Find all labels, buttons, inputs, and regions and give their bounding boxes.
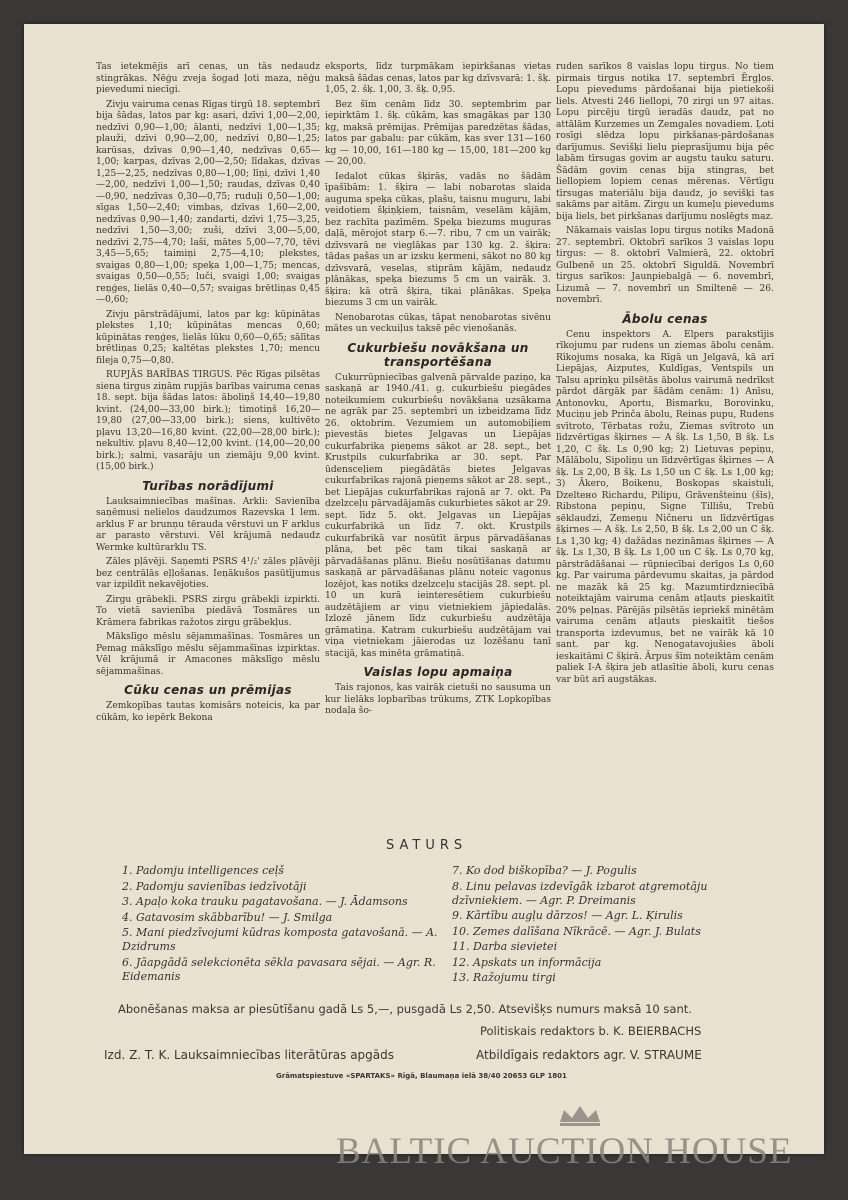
contents-item: 8. Linu pelavas izdevīgāk izbarot atgremotāju dzīvniekiem. — Agr. P. Dreimanis bbox=[452, 879, 708, 907]
section-heading: Turības norādījumi bbox=[142, 478, 274, 493]
paragraph: Nākamais vaislas lopu tirgus notiks Madonā 27. septembrī. Oktobrī sarīkos 3 vaislas lopu tirgus: — 8. oktobrī Valmierā, 22. oktobrī Gulbenē un 25. oktobrī Siguldā. Novembrī tirgus sarīkos: Jaunpiebalgā — 6. novembrī, Lizumā — 7. novembrī un Smiltenē — 26. novembrī. bbox=[556, 226, 774, 305]
publisher: Izd. Z. T. K. Lauksaimniecības literātūras apgāds bbox=[104, 1048, 394, 1062]
contents-item: 10. Zemes dalīšana Nīkrācē. — Agr. J. Bulats bbox=[452, 924, 701, 938]
paragraph: Tas ietekmējis arī cenas, un tās nedaudz stingrākas. Nēģu zveja šogad ļoti maza, nēģu pievedumi niecīgi. bbox=[96, 62, 320, 95]
contents-item: 7. Ko dod biškopība? — J. Pogulis bbox=[452, 864, 637, 877]
contents-list-left bbox=[122, 864, 442, 985]
paragraph: Zivju pārstrādājumi, latos par kg: kūpinātas plekstes 1,10; kūpinātas mencas 0,60; kūpinātas reņģes, lielās lūku 0,60—0,65; sālītas brētliņas 0,25; kaltētas plekstes 1,70; mencu fileja 0,75—0,80. bbox=[96, 309, 320, 366]
paragraph: Lauksaimniecības mašīnas. Arkli: Savienība saņēmusi nelielos daudzumos Razevska 1 lem. arklus F ar brunņu tērauda vērstuvi un F arklus ar parasto vērstuvi. Vēl krājumā nedaudz Wermke kultūrarklu TS. bbox=[96, 496, 320, 553]
paragraph: ruden sarīkos 8 vaislas lopu tirgus. No tiem pirmais tirgus notika 17. septembrī Ērgļos. Lopu pievedums pārdošanai bija pietiekoši liels. Atvesti 246 liellopi, 70 zirgi un 97 aitas. Lopu pircēju tirgū ieradās daudz, pat no attālām Kurzemes un Zemgales novadiem. Ļoti rosīgi slēdza lopu pirkšanas-pārdošanas darījumus. Sevišķi lielu pieprasījumu bija pēc labām tīrsugas govim ar augstu tauku saturu. Šādām govim cenas bija stingras, bet liellopiem lopiem cenas mērenas. Vērtīgu tīrsugas materiālu bija daudz, jo sevišķi tas sakāms par aitām. Zirgu un kumeļu pievedums bija liels, bet pirkšanas darījumu noslēgts maz. bbox=[556, 62, 774, 222]
contents-item: 9. Kārtību augļu dārzos! — Agr. L. Ķirulis bbox=[452, 909, 683, 922]
contents-item: 5. Mani piedzīvojumi kūdras komposta gatavošanā. — A. Dzidrums bbox=[122, 926, 438, 953]
paragraph: Nenobarotas cūkas, tāpat nenobarotas sivēnu mātes un veckuiļus taksē pēc vienošanās. bbox=[325, 312, 551, 334]
watermark-text: BALTIC AUCTION HOUSE bbox=[336, 1131, 793, 1172]
section-heading: Vaislas lopu apmaiņa bbox=[363, 665, 513, 679]
contents-item: 1. Padomju intelligences ceļš bbox=[122, 864, 284, 877]
political-editor: Politiskais redaktors b. K. BEIERBACHS bbox=[480, 1024, 702, 1038]
paragraph: Zivju vairuma cenas Rīgas tirgū 18. septembrī bija šādas, latos par kg: asari, dzīvi 1,00—2,00, nedzīvi 0,90—1,00; ālanti, nedzīvi 1,00—1,35; plauži, dzīvi 0,90—2,00, nedzīvi 0,80—1,25; karūsas, dzīvas 0,90—1,40, nedzīvas 0,65—1,00; karpas, dzīvas 2,00—2,50; līdakas, dzīvas 1,25—2,25, nedzīvas 0,80—1,00; līņi, dzīvi 1,40—2,00, nedzīvi 1,00—1,50; raudas, dzīvas 0,40—0,90, nedzīvas 0,30—0,75; ruduļi 0,50—1,00; sīgas 1,50—2,40; vimbas, dzīvas 1,60—2,00, nedzīvas 0,90—1,40; zandarti, dzīvi 1,75—3,25, nedzīvi 1,50—3,00; zuši, dzīvi 3,00—5,00, nedzīvi 2,75—4,70; laši, mātes 5,00—7,70, tēvi 3,45—5,65; taimiņi 2,75—4,10; plekstes, svaigas 0,80—1,00; speķa 1,00—1,75; mencas, svaigas 0,50—0,55; luči, svaigi 1,00; svaigas reņģes, lielās 0,40—0,57; svaigas brētliņas 0,45—0,60; bbox=[96, 99, 320, 305]
contents-item: 6. Jāapgādā selekcionēta sēkla pavasara sējai. — Agr. R. Eidemanis bbox=[122, 955, 436, 983]
paragraph: Tais rajonos, kas vairāk cietuši no sausuma un kur lielāks lopbarības trūkums, ZTK Lopkopības nodaļa šo- bbox=[325, 683, 551, 716]
paragraph: Zirgu grābekļi. PSRS zirgu grābekļi izpirkti. To vietā savienība piedāvā Tosmāres un Krāmera fabrikas ražotos zirgu grābekļus. bbox=[96, 594, 320, 628]
paragraph: Mākslīgo mēslu sējammašīnas. Tosmāres un Pemag mākslīgo mēslu sējammašīnas izpirktas. Vēl krājumā ir Amacones mākslīgo mēslu sējammašīnas. bbox=[96, 632, 320, 677]
column-right bbox=[556, 62, 774, 689]
section-heading: Cukurbiešu novākšana un transportēšana bbox=[347, 340, 529, 369]
paragraph: Iedalot cūkas šķirās, vadās no šādām īpašībām: 1. šķira — labi nobarotas slaida auguma speķa cūkas, plašu, taisnu muguru, labi veidotiem šķiņķiem, taisnām, veselām kājām, bez rachīta pazīmēm. Speķa biezums muguras daļā, mērojot starp 6.—7. ribu, 7 cm un vairāk; dzīvsvarā ne vieglākas par 130 kg. 2. šķira: tādas pašas un ar izsku ķermeni, sākot no 80 kg dzīvsvarā, veselas, stiprām kājām, nedaudz plānākas, speķa biezums 5 cm un vairāk. 3. šķira: kā otrā šķira, tikai plānākas. Speķa biezums 3 cm un vairāk. bbox=[325, 171, 551, 308]
paragraph: Cenu inspektors A. Elpers parakstījis rīkojumu par rudens un ziemas ābolu cenām. Rīkojums nosaka, ka Rīgā un Jelgavā, kā arī Liepājas, Aizputes, Kuldīgas, Ventspils un Talsu apriņķu pilsētās ābolus vairumā nedrīkst pārdot dārgāk par šādām cenām: 1) Anīsu, Antonovku, Aportu, Bismarku, Borovinku, Muciņu jeb Prinča ābolu, Reinas pupu, Rudens svītroto, Tērbatas rožu, Ziemas svītroto un līdzvērtīgas šķirnes — A šķ. Ls 1,50, B šķ. Ls 1,20, C šķ. Ls 0,90 kg; 2) Lietuvas pepiņu, Mālābolu, Sipoliņu un līdzvērtīgas šķirnes — A šķ. Ls 2,00, B šķ. Ls 1,50 un C šķ. Ls 1,00 kg; 3) Ākero, Boikenu, Boskopas skaistuli, Dzeltено Richardu, Pilipu, Grāvenšteinu (šīs), Ribstona pepiņu, Signe Tillišu, Trebū sēklaudzi, Zemeņu Ničneru un līdzvērtīgas šķirnes — A šķ. Ls 2,50, B šķ. Ls 2,00 un C šķ. Ls 1,30 kg; 4) dažādas nezināmas šķirnes — A šķ. Ls 1,30, B šķ. Ls 1,00 un C šķ. Ls 0,70 kg, pārstrādāšanai — rūpniecībai derīgos Ls 0,60 kg. Par vairuma pārdevumu skaitas, ja pārdod ne mazāk kā 25 kg. Mazumtirdzniecībā noteiktajām vairuma cenām atļauts pieskaitīt 20% peļņas. Pārējās pilsētās iepriekš minētām vairuma cenām atļauts pieskaitīt tiešos transporta izdevumus, bet ne vairāk kā 10 sant. par kg. Nenogatavojušies āboli ieskaitāmi C šķirā. Ārpus šīm noteiktām cenām paliek I-A šķira jeb atlasītie āboli, kuru cenas var būt arī augstākas. bbox=[556, 329, 774, 685]
paragraph: Bez šīm cenām līdz 30. septembrim par iepirktām 1. šķ. cūkām, kas smagākas par 130 kg, maksā prēmijas. Prēmijas paredzētas šādas, latos par gabalu: par cūkām, kas sver 131—160 kg — 10,00, 161—180 kg — 15,00, 181—200 kg — 20,00. bbox=[325, 99, 551, 167]
contents-item: 12. Apskats un informācija bbox=[452, 955, 602, 969]
contents-item: 2. Padomju savienības iedzīvotāji bbox=[122, 879, 307, 893]
crown-logo-icon bbox=[556, 1104, 604, 1128]
contents-item: 4. Gatavosim skābbarību! — J. Smilga bbox=[122, 910, 333, 924]
contents-item: 11. Darba sievietei bbox=[452, 940, 558, 953]
paragraph: Cukurrūpniecības galvenā pārvalde paziņo, ka saskaņā ar 1940./41. g. cukurbiešu piegādes noteikumiem cukurbiešu novākšana uzsākama ne agrāk par 25. septembri un izbeidzama līdz 26. oktobrim. Vezumiem un automobiļiem pievestās bietes Jelgavas un Liepājas cukurfabrika pieņems sākot ar 28. sept., bet Krustpils cukurfabrika ar 30. sept. Par ūdensceļiem piegādātās bietes Jelgavas cukurfabrikas rajonā pieņems sākot ar 28. sept., bet Liepājas cukurfabrikas rajonā ar 7. okt. Pa dzelzceļu pārvadājamās cukurbietes sākot ar 29. sept. līdz 5. okt. Jelgavas un Liepājas cukurfabrikā un līdz 7. okt. Krustpils cukurfabrikā var nosūtīt ārpus pārvadāšanas plāna, bet pēc tam tikai saskaņā ar pārvadāšanas plānu. Biešu nosūtīšanas datumu saskaņā ar pārvadāšanas plānu noteic vagonus lozējot, kas notiks dzelzceļu stacijās 28. sept. pl. 10 un kurā ieinteresētiem cukurbiešu audzētājiem ar viņu vietniekiem jāpiedalās. Izlozē jānem līdz cukurbiešu audzētāja grāmatiņa. Katram cukurbiešu audzētājam vai viņa vietniekam jāierodas uz lozēšanu tanī stacijā, kas minēta grāmatiņā. bbox=[325, 372, 551, 659]
column-middle bbox=[325, 62, 551, 721]
section-heading: Cūku cenas un prēmijas bbox=[124, 683, 292, 697]
contents-title: SATURS bbox=[386, 838, 468, 853]
paragraph: eksports, līdz turpmākam iepirkšanas vietas maksā šādas cenas, latos par kg dzīvsvarā: 1. šķ. 1,05, 2. šķ. 1,00, 3. šķ. 0,95. bbox=[325, 62, 551, 95]
contents-list-right bbox=[452, 864, 772, 987]
column-left bbox=[96, 62, 320, 727]
contents-item: 3. Apaļo koka trauku pagatavošana. — J. Ādamsons bbox=[122, 895, 408, 908]
responsible-editor: Atbildīgais redaktors agr. V. STRAUME bbox=[476, 1048, 702, 1062]
paragraph: Zemkopības tautas komisārs noteicis, ka par cūkām, ko iepērk Bekona bbox=[96, 701, 320, 723]
subscription-line: Abonēšanas maksa ar piesūtīšanu gadā Ls 5,—, pusgadā Ls 2,50. Atsevišķs numurs maksā 10 sant. bbox=[118, 1002, 692, 1016]
printer-line: Grāmatspiestuve «SPARTAKS» Rīgā, Blaumaņa ielā 38/40 20653 GLP 1801 bbox=[276, 1072, 567, 1080]
contents-item: 13. Ražojumu tirgi bbox=[452, 971, 556, 984]
section-heading: Ābolu cenas bbox=[622, 311, 708, 326]
paragraph: RUPJĀS BARĪBAS TIRGUS. Pēc Rīgas pilsētas siena tirgus ziņām rupjās barības vairuma cenas 18. sept. bija šādas latos: āboliņš 14,40—19,80 kvint. (24,00—33,00 birk.); timotiņš 16,20—19,80 (27,00—33,00 birk.); siens, kultivēto pļavu 13,20—16,80 kvint. (22,00—28,00 birk.); nekultiv. pļavu 8,40—12,00 kvint. (14,00—20,00 birk.); salmi, vasarāju un ziemāju 9,00 kvint. (15,00 birk.) bbox=[96, 370, 320, 472]
paragraph: Zāles pļāvēji. Saņemti PSRS 4¹/₂' zāles pļāvēji bez centrālās eļļošanas. Ieņākušos pasūtījumus var izpildīt nekavējoties. bbox=[96, 557, 320, 590]
